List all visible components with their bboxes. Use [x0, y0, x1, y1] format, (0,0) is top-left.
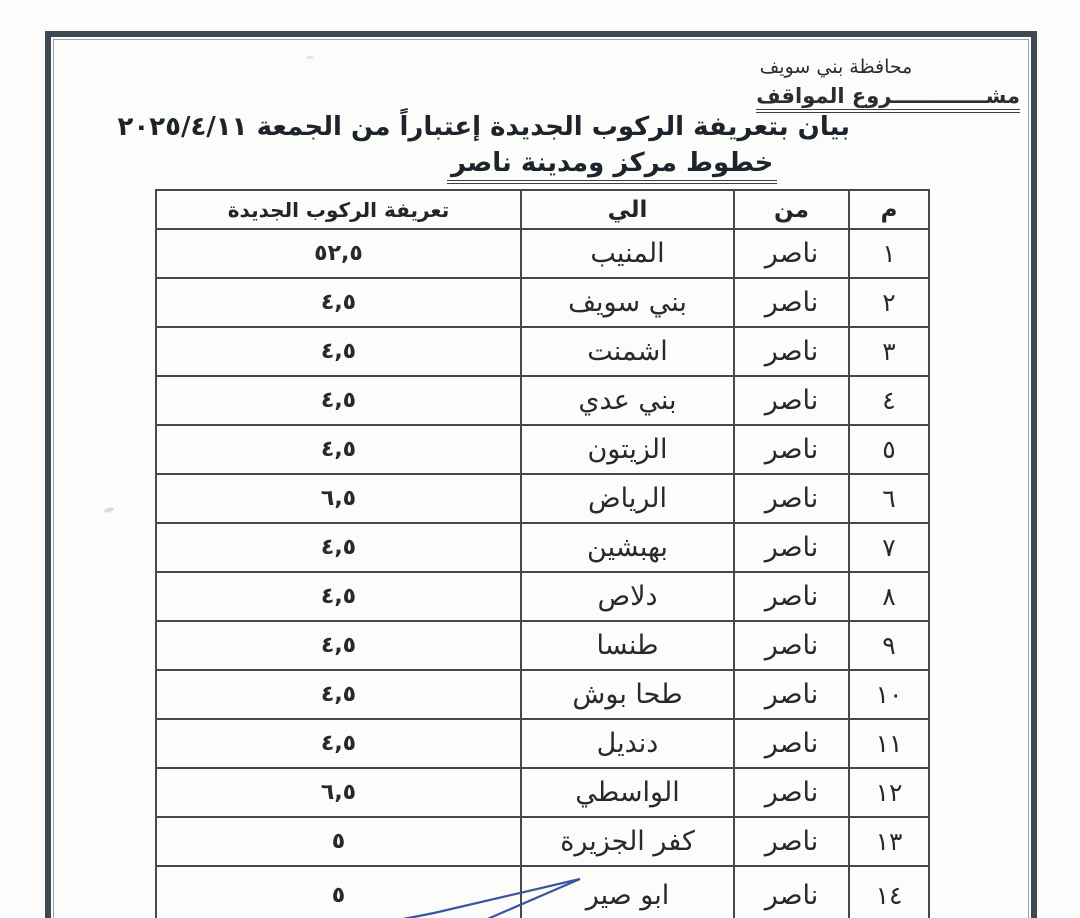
row-number: ١٤ [849, 866, 929, 918]
column-header-number: م [849, 190, 929, 229]
table-row [156, 866, 929, 918]
row-number: ١٣ [849, 817, 929, 866]
destination-cell: بني عدي [521, 376, 734, 425]
fare-cell: ٥٢,٥ [156, 229, 521, 278]
table-row [156, 229, 929, 278]
table-row [156, 425, 929, 474]
row-number: ١ [849, 229, 929, 278]
fare-cell: ٦,٥ [156, 474, 521, 523]
destination-cell: الرياض [521, 474, 734, 523]
origin-cell: ناصر [734, 719, 849, 768]
fare-cell: ٤,٥ [156, 719, 521, 768]
destination-cell: دلاص [521, 572, 734, 621]
header-row [156, 190, 929, 229]
fares-table-header [156, 190, 929, 229]
destination-cell: طنسا [521, 621, 734, 670]
destination-cell: طحا بوش [521, 670, 734, 719]
row-number: ١١ [849, 719, 929, 768]
origin-cell: ناصر [734, 376, 849, 425]
table-row [156, 572, 929, 621]
table-row [156, 768, 929, 817]
fare-cell: ٤,٥ [156, 278, 521, 327]
table-row [156, 817, 929, 866]
row-number: ٦ [849, 474, 929, 523]
origin-cell: ناصر [734, 474, 849, 523]
column-header-from: من [734, 190, 849, 229]
governorate-name: محافظة بني سويف [759, 56, 913, 78]
destination-cell: بني سويف [521, 278, 734, 327]
document-subtitle: خطوط مركز ومدينة ناصر [447, 148, 777, 184]
destination-cell: بهبشين [521, 523, 734, 572]
scan-smudge [306, 56, 314, 59]
row-number: ٧ [849, 523, 929, 572]
table-row [156, 474, 929, 523]
row-number: ٨ [849, 572, 929, 621]
table-row [156, 376, 929, 425]
document-title: بيان بتعريفة الركوب الجديدة إعتباراً من الجمعة ٢٠٢٥/٤/١١ [117, 112, 850, 142]
origin-cell: ناصر [734, 768, 849, 817]
project-name: مشـــــــــــــروع المواقف [756, 84, 1020, 113]
row-number: ٥ [849, 425, 929, 474]
origin-cell: ناصر [734, 621, 849, 670]
table-row [156, 621, 929, 670]
fares-table-body [156, 229, 929, 918]
destination-cell: الزيتون [521, 425, 734, 474]
row-number: ٣ [849, 327, 929, 376]
destination-cell: ابو صير [521, 866, 734, 918]
destination-cell: اشمنت [521, 327, 734, 376]
fare-cell: ٤,٥ [156, 327, 521, 376]
fare-cell: ٤,٥ [156, 523, 521, 572]
origin-cell: ناصر [734, 229, 849, 278]
row-number: ٤ [849, 376, 929, 425]
row-number: ١٠ [849, 670, 929, 719]
destination-cell: المنيب [521, 229, 734, 278]
origin-cell: ناصر [734, 817, 849, 866]
origin-cell: ناصر [734, 425, 849, 474]
row-number: ١٢ [849, 768, 929, 817]
table-row [156, 278, 929, 327]
fare-cell: ٤,٥ [156, 621, 521, 670]
column-header-to: الي [521, 190, 734, 229]
origin-cell: ناصر [734, 866, 849, 918]
origin-cell: ناصر [734, 523, 849, 572]
origin-cell: ناصر [734, 278, 849, 327]
fare-cell: ٥ [156, 817, 521, 866]
fare-cell: ٤,٥ [156, 572, 521, 621]
origin-cell: ناصر [734, 327, 849, 376]
fare-cell: ٤,٥ [156, 670, 521, 719]
destination-cell: دنديل [521, 719, 734, 768]
table-row [156, 327, 929, 376]
row-number: ٢ [849, 278, 929, 327]
table-row [156, 670, 929, 719]
fare-cell: ٤,٥ [156, 376, 521, 425]
destination-cell: كفر الجزيرة [521, 817, 734, 866]
table-row [156, 523, 929, 572]
fare-cell: ٤,٥ [156, 425, 521, 474]
row-number: ٩ [849, 621, 929, 670]
fare-cell: ٦,٥ [156, 768, 521, 817]
origin-cell: ناصر [734, 670, 849, 719]
fare-cell: ٥ [156, 866, 521, 918]
table-row [156, 719, 929, 768]
destination-cell: الواسطي [521, 768, 734, 817]
column-header-fare: تعريفة الركوب الجديدة [156, 190, 521, 229]
origin-cell: ناصر [734, 572, 849, 621]
fares-table [155, 189, 930, 918]
